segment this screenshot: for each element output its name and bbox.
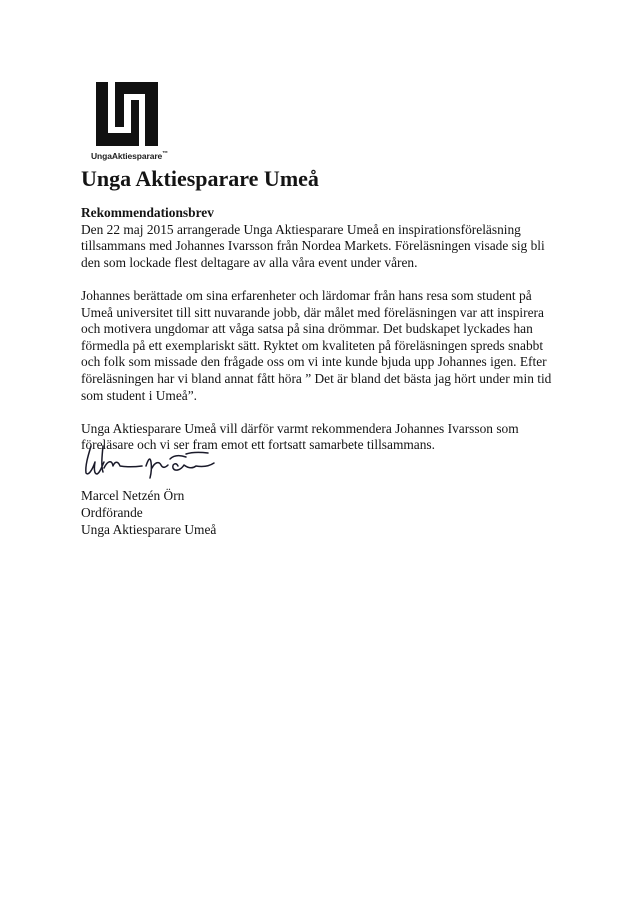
- letter-paragraph: Johannes berättade om sina erfarenheter och lärdomar från hans resa som student på Umeå universitet till sitt nuvarande jobb, där målet med föreläsningen var att inspirera och motivera ungdomar att våga satsa på sina drömmar. Det budskapet lyckades han förmedla på ett exemplariskt sätt. Ryktet om kvaliteten på föreläsningen spreds snabbt och folk som missade den frågade oss om vi inte kunde bjuda upp Johannes igen. Efter föreläsningen har vi bland annat fått höra ” Det är bland det bästa jag hört under min tid som student i Umeå”.: [81, 287, 552, 403]
- signer-organization: Unga Aktiesparare Umeå: [81, 522, 217, 537]
- handwritten-signature: [82, 440, 242, 482]
- signer-role: Ordförande: [81, 505, 143, 520]
- organization-logo: [91, 82, 177, 161]
- signer-name: Marcel Netzén Örn: [81, 488, 185, 503]
- letter-heading: Rekommendationsbrev: [81, 205, 214, 220]
- letter-paragraph: Unga Aktiesparare Umeå vill därför varmt rekommendera Johannes Ivarsson som föreläsare och vi ser fram emot ett fortsatt samarbete tillsammans.: [81, 420, 519, 453]
- signer-block: [81, 487, 216, 538]
- letter-body: [81, 205, 561, 471]
- logo-caption: UngaAktiesparare™: [91, 151, 169, 161]
- logo-mark-icon: [96, 82, 158, 146]
- organization-title: Unga Aktiesparare Umeå: [81, 166, 319, 191]
- letter-paragraph: Den 22 maj 2015 arrangerade Unga Aktiesparare Umeå en inspirationsföreläsning tillsammans med Johannes Ivarsson från Nordea Markets. Föreläsningen visade sig bli den som lockade flest deltagare av alla våra event under våren.: [81, 221, 545, 270]
